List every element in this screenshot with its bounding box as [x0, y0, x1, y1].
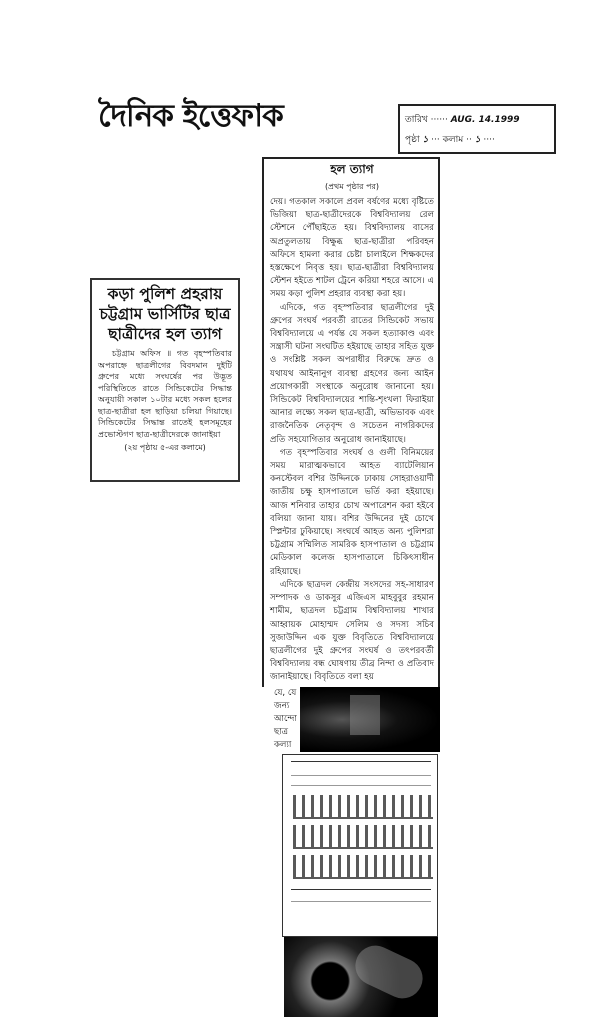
mirrored-headline-smudge: [293, 825, 433, 849]
column-label: কলাম: [442, 135, 464, 145]
fragment: আন্দো: [274, 713, 297, 724]
text-smudge: [291, 775, 431, 777]
date-label: তারিখ: [405, 115, 428, 125]
rule: [291, 761, 431, 763]
overlapping-clipping-scan: [282, 754, 438, 937]
text-smudge: [291, 901, 431, 903]
date-stamp-box: [398, 104, 556, 154]
page-value: ১: [422, 135, 429, 145]
news-photo-bottom: [284, 937, 438, 1017]
mirrored-headline-smudge: [293, 795, 433, 819]
news-photo-top: [300, 687, 440, 752]
cut-off-text-fragments: [274, 687, 297, 752]
fragment: ছাত্র: [274, 726, 289, 737]
paragraph: এদিকে, গত বৃহস্পতিবার ছাত্রলীগের দুই গ্রুপের সংঘর্ষ পরবর্তী রাতের সিন্ডিকেট সভায় বিশ্ববিদ্যালয়ে এ পর্যন্ত যে সকল হত্যাকাণ্ড এবং সন্ত্রাসী ঘটনা সংঘটিত হইয়াছে তাহার সহিত যুক্ত ও সংশ্লিষ্ট সকল অপরাধীর বিরুদ্ধে দ্রুত ও যথাযথ আইনানুগ ব্যবস্থা গ্রহণের জন্য আইন প্রয়োগকারী সংস্থাকে অনুরোধ জানানো হয়। সিন্ডিকেট বিশ্ববিদ্যালয়ের শান্তি-শৃংখলা ফিরাইয়া আনার লক্ষ্যে সকল ছাত্র-ছাত্রী, অভিভাবক এবং রাজনৈতিক নেতৃবৃন্দ ও সচেতন নাগরিকদের প্রতি সহযোগিতার অনুরোধ জানাইয়াছে।: [270, 302, 434, 445]
front-page-clipping: [90, 278, 240, 482]
paragraph: গত বৃহস্পতিবার সংঘর্ষ ও গুলী বিনিময়ের সময় মারাত্মকভাবে আহত ব্যাটেলিয়ান কনস্টেবল বশির উদ্দিনকে ঢাকায় সোহরাওয়ার্দী জাতীয় চক্ষু হাসপাতালে ভর্তি করা হইয়াছে। আজ শনিবার তাহার চোখ অপারেশন করা হইবে বলিয়া জানা যায়। বশির উদ্দিনের দুই চোখে স্প্লিন্টার ঢুকিয়াছে। সংঘর্ষে আহত অন্য পুলিশরা চট্টগ্রাম সম্মিলিত সামরিক হাসপাতাল ও চট্টগ্রাম মেডিকাল কলেজ হাসপাতালে চিকিৎসাধীন রহিয়াছে।: [270, 447, 434, 577]
column-value: ১: [474, 135, 481, 145]
fragment: কল্যা: [274, 739, 292, 750]
headline-line-2: চট্টগ্রাম ভার্সিটির ছাত্র: [99, 305, 231, 323]
text-smudge: [291, 785, 431, 787]
page-label: পৃষ্ঠা: [405, 135, 420, 145]
fragment-and-photo-row: [274, 687, 440, 752]
fragment: জন্য: [274, 700, 290, 711]
date-value: AUG. 14.1999: [450, 115, 520, 125]
fragment: যে, যে: [274, 687, 297, 698]
paragraph: দেয়। গতকাল সকালে প্রবল বর্ষণের মধ্যে বৃষ্টিতে ভিজিয়া ছাত্র-ছাত্রীদেরকে বিশ্ববিদ্যালয় রেল স্টেশনে পৌঁছাইতে হয়। বিশ্ববিদ্যালয় বাসের অপ্রতুলতায় বিক্ষুব্ধ ছাত্র-ছাত্রীরা পরিবহন অফিসে হামলা করার চেষ্টা চালাইলে শিক্ষকদের হস্তক্ষেপে নিবৃত্ত হয়। ছাত্র-ছাত্রীরা বিশ্ববিদ্যালয় স্টেশন হইতে শাটল ট্রেনে করিয়া শহরে আসে। এ সময় কড়া পুলিশ প্রহরার ব্যবস্থা করা হয়।: [270, 197, 434, 300]
continued-article-column: [262, 157, 440, 687]
page-row: পৃষ্ঠা ১ ··· কলাম ·· ১ ····: [405, 135, 495, 145]
rule: [291, 889, 431, 891]
continued-note: (২য় পৃষ্ঠায় ৫-এর কলামে): [124, 443, 206, 452]
continued-clipping-stack: [262, 157, 440, 1017]
date-row: তারিখ ······ AUG. 14.1999: [405, 115, 520, 125]
paragraph: এদিকে ছাত্রদল কেন্দ্রীয় সংসদের সহ-সাধারণ সম্পাদক ও ডাকসুর এজিএস মাহবুবুর রহমান শামীম, ছাত্রদল চট্টগ্রাম বিশ্ববিদ্যালয় শাখার আহ্বায়ক মোহাম্মদ সেলিম ও সদস্য সচিব সুজাউদ্দিন এক যুক্ত বিবৃতিতে বিশ্ববিদ্যালয়ে ছাত্রলীগের দুই গ্রুপের সংঘর্ষ ও তৎপরবর্তী বিশ্ববিদ্যালয় বন্ধ ঘোষণায় তীব্র নিন্দা ও প্রতিবাদ জানাইয়াছে। বিবৃতিতে বলা হয়: [270, 579, 434, 683]
headline-line-1: কড়া পুলিশ প্রহরায়: [107, 285, 223, 303]
newspaper-masthead: দৈনিক ইত্তেফাক: [98, 98, 283, 134]
article-body: চট্টগ্রাম অফিস ॥ গত বৃহস্পতিবার অপরাহ্নে ছাত্রলীগের বিবদমান দুইটি গ্রুপের মধ্যে সংঘর্ষের পর উদ্ভূত পরিস্থিতিতে রাতে সিন্ডিকেটের সিদ্ধান্ত অনুযায়ী সকাল ১০টার মধ্যে সকল হলের ছাত্র-ছাত্রীরা হল ছাড়িয়া চলিয়া গিয়াছে। সিন্ডিকেটের সিদ্ধান্ত রাতেই হলসমূহের প্রভোস্টগণ ছাত্র-ছাত্রীদেরকে জানাইয়া: [98, 348, 232, 439]
headline-line-3: ছাত্রীদের হল ত্যাগ: [108, 325, 222, 343]
continued-title: হল ত্যাগ: [330, 162, 374, 176]
mirrored-headline-smudge: [293, 855, 433, 879]
continued-subtitle: (প্রথম পৃষ্ঠার পর): [324, 182, 380, 191]
